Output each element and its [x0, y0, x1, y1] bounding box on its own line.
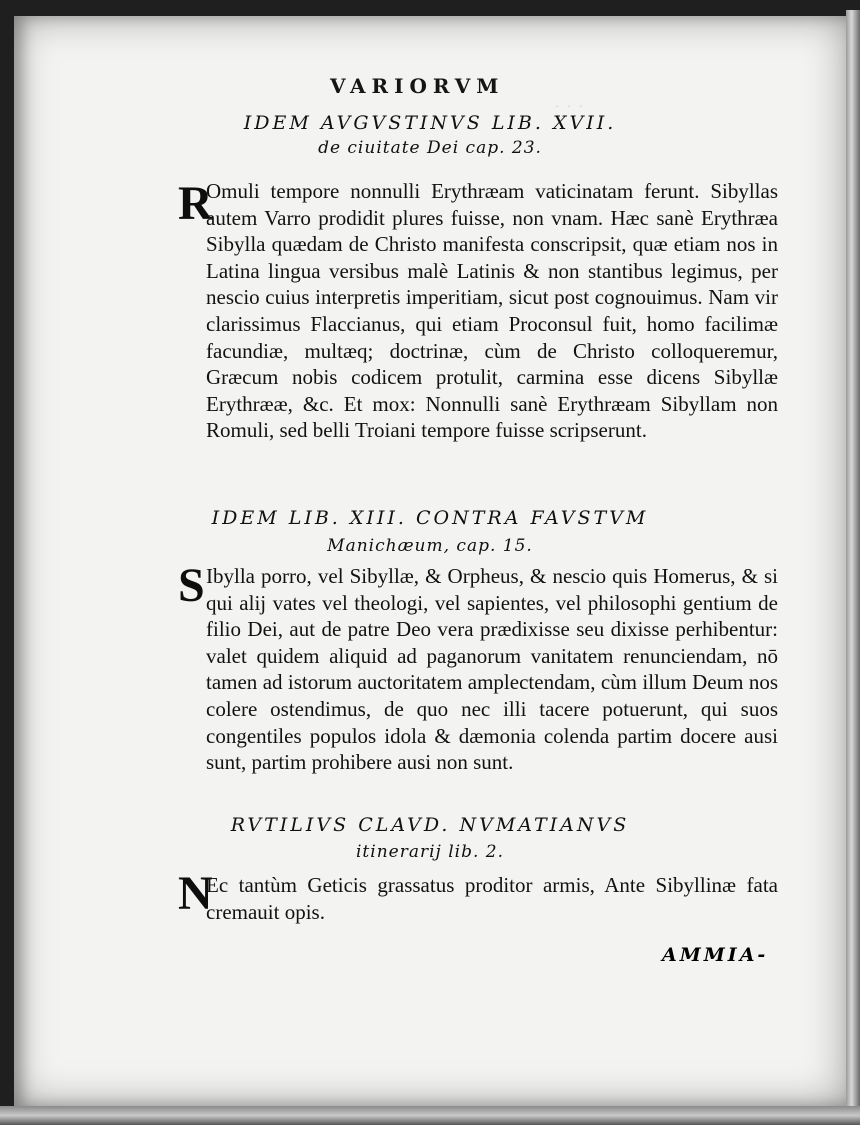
running-head: VARIORVM: [330, 74, 505, 98]
section-1-subheading: de ciuitate Dei cap. 23.: [318, 138, 542, 158]
catchword: AMMIA-: [662, 944, 769, 966]
section-3-subheading: itinerarij lib. 2.: [356, 842, 504, 862]
section-1-dropcap: R: [178, 177, 213, 230]
section-1-text: Omuli tempore nonnulli Erythræam vaticinatam ferunt. Sibyllas autem Varro prodidit plures fuisse, non vnam. Hæc sanè Erythræa Sibylla quædam de Christo manifesta conscripsit, quæ etiam nos in Latina lingua versibus malè Latinis & non stantibus legimus, per nescio cuius interpretis imperitiam, sicut post cognouimus. Nam vir clarissimus Flaccianus, qui etiam Proconsul fuit, homo facilimæ facundiæ, multæq; doctrinæ, cùm de Christo colloqueremur, Græcum nobis codicem protulit, carmina esse dicens Sibyllæ Erythrææ, &c. Et mox: Nonnulli sanè Erythræam Sibyllam non Romuli, sed belli Troiani tempore fuisse scripserunt.: [206, 179, 778, 443]
section-3-dropcap: N: [178, 867, 213, 920]
section-2-text: Ibylla porro, vel Sibyllæ, & Orpheus, & nescio quis Homerus, & si qui alij vates vel theologi, vel sapientes, vel philosophi gentium de filio Dei, aut de patre Deo vera prædixisse seu dixisse perhibentur: valet quidem aliquid ad paganorum vanitatem renunciendam, nō tamen ad istorum auctoritatem amplectendam, cùm illum Deum nos colere ostendimus, de quo nec illi tacere potuerunt, qui suos congentiles populos idola & dæmonia colenda partim docere ausi sunt, partim prohibere ausi non sunt.: [206, 564, 778, 775]
page-edge-right: [846, 10, 860, 1120]
section-2-heading: IDEM LIB. XIII. CONTRA FAVSTVM: [211, 507, 649, 529]
section-2-subheading: Manichæum, cap. 15.: [327, 536, 533, 556]
section-2-dropcap: S: [178, 559, 205, 612]
section-3-text: Ec tantùm Geticis grassatus proditor armis, Ante Sibyllinæ fata cremauit opis.: [206, 873, 778, 924]
section-1-heading: IDEM AVGVSTINVS LIB. XVII.: [243, 112, 617, 134]
bleed-through: · · ·: [554, 96, 584, 118]
page-edge-bottom: [0, 1106, 860, 1125]
section-3-heading: RVTILIVS CLAVD. NVMATIANVS: [230, 814, 630, 836]
